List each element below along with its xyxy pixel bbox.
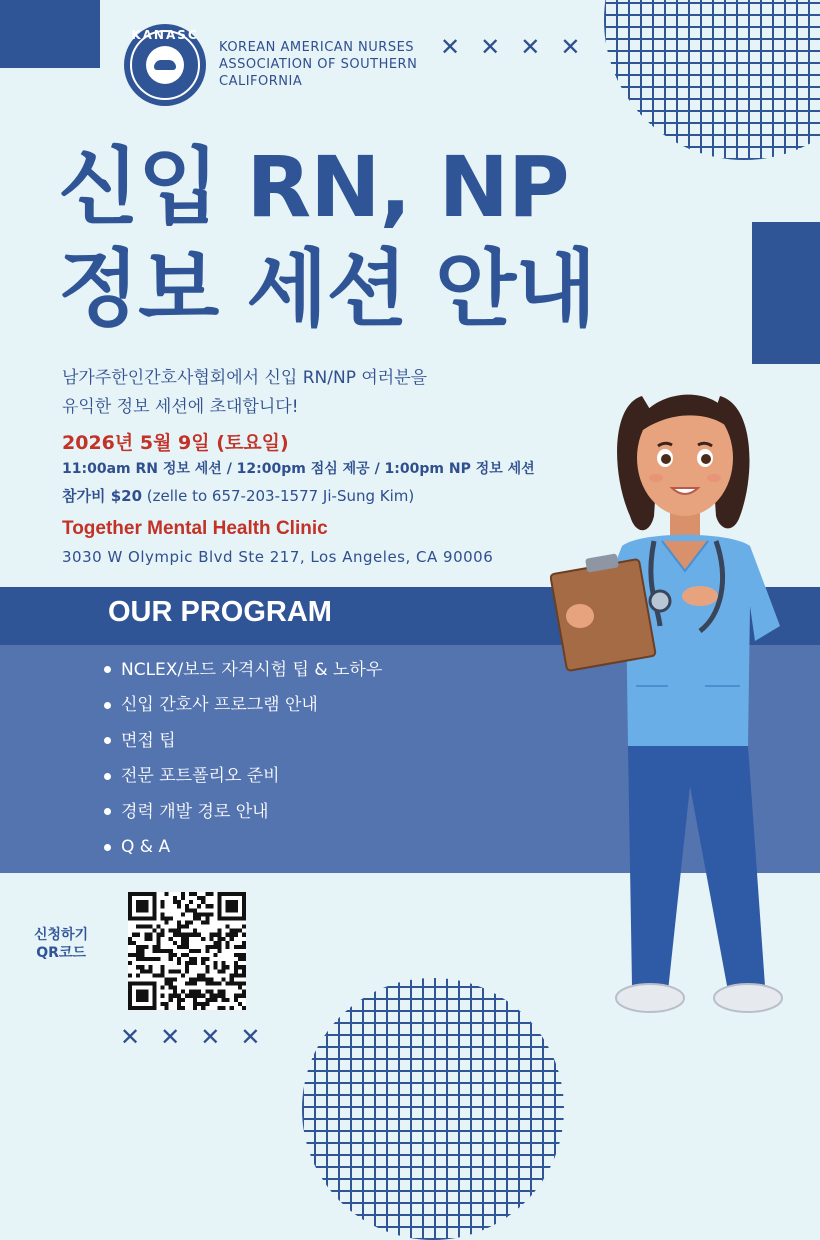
fee-label: 참가비 $20 — [62, 487, 143, 505]
program-item — [104, 652, 382, 688]
program-item — [104, 830, 382, 866]
invitation-line-2: 유익한 정보 세션에 초대합니다! — [62, 397, 299, 417]
x-mark-icon: ✕ — [120, 1023, 141, 1051]
bullet-icon — [104, 844, 111, 851]
bullet-icon — [104, 773, 111, 780]
x-mark-icon: ✕ — [200, 1023, 221, 1051]
logo-text: KANASC — [131, 28, 199, 42]
grid-decor-bottom — [302, 978, 564, 1240]
program-item-label: Q & A — [121, 837, 171, 858]
venue-name: Together Mental Health Clinic — [62, 518, 328, 539]
x-marks-top — [440, 33, 580, 61]
program-item-label: 면접 팁 — [121, 730, 176, 751]
x-mark-icon: ✕ — [160, 1023, 181, 1051]
signup-line-2: QR코드 — [36, 945, 86, 961]
x-mark-icon: ✕ — [560, 33, 581, 61]
program-item-label: NCLEX/보드 자격시험 팁 & 노하우 — [121, 659, 383, 680]
signup-qr-label — [34, 926, 88, 962]
event-fee — [62, 485, 414, 506]
x-mark-icon: ✕ — [480, 33, 501, 61]
x-mark-icon: ✕ — [240, 1023, 261, 1051]
corner-decor-square — [0, 0, 100, 68]
program-item — [104, 794, 382, 830]
event-date: 2026년 5월 9일 (토요일) — [62, 432, 289, 454]
nurse-illustration — [550, 366, 820, 1036]
program-item-label: 경력 개발 경로 안내 — [121, 801, 269, 822]
venue-address: 3030 W Olympic Blvd Ste 217, Los Angeles, CA 90006 — [62, 548, 494, 566]
x-mark-icon: ✕ — [440, 33, 461, 61]
fee-detail: (zelle to 657-203-1577 Ji-Sung Kim) — [146, 487, 415, 505]
bullet-icon — [104, 808, 111, 815]
program-item — [104, 723, 382, 759]
signup-qr-code[interactable] — [128, 892, 246, 1010]
program-item — [104, 688, 382, 724]
program-list — [104, 652, 382, 865]
bullet-icon — [104, 737, 111, 744]
title-line-2: 정보 세션 안내 — [58, 240, 596, 338]
side-decor-rectangle — [752, 222, 820, 364]
grid-decor-top-right — [604, 0, 820, 160]
x-mark-icon: ✕ — [520, 33, 541, 61]
x-marks-bottom — [120, 1023, 260, 1051]
invitation-text — [62, 364, 427, 422]
bullet-icon — [104, 702, 111, 709]
program-item — [104, 759, 382, 795]
program-item-label: 신입 간호사 프로그램 안내 — [121, 695, 318, 716]
event-schedule: 11:00am RN 정보 세션 / 12:00pm 점심 제공 / 1:00pm NP 정보 세션 — [62, 461, 535, 477]
program-heading: OUR PROGRAM — [108, 596, 332, 628]
invitation-line-1: 남가주한인간호사협회에서 신입 RN/NP 여러분을 — [62, 368, 428, 388]
lamp-icon — [154, 60, 176, 70]
signup-line-1: 신청하기 — [34, 927, 89, 943]
title-line-1: 신입 RN, NP — [58, 138, 569, 236]
page-title — [58, 136, 595, 340]
bullet-icon — [104, 666, 111, 673]
program-item-label: 전문 포트폴리오 준비 — [121, 766, 280, 787]
organization-name: KOREAN AMERICAN NURSES ASSOCIATION OF SOUTHERN CALIFORNIA — [219, 40, 418, 89]
